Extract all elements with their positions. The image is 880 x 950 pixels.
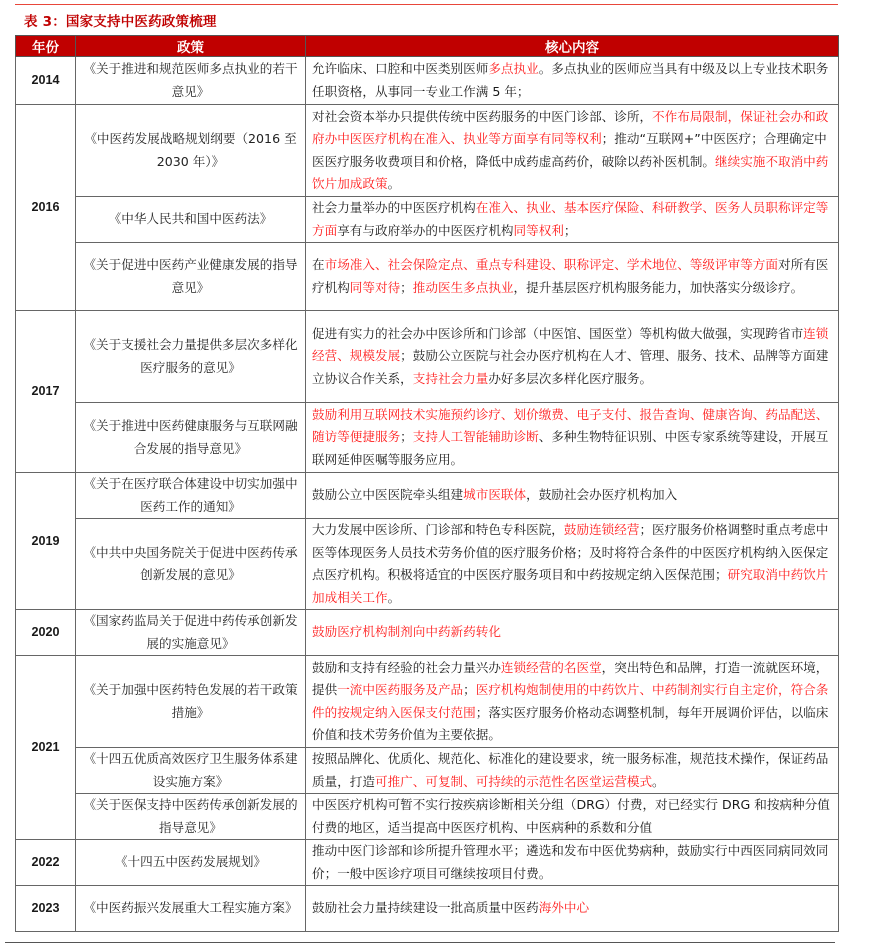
content-text: 办好多层次多样化医疗服务。 xyxy=(488,370,653,386)
top-rule-right xyxy=(398,4,838,5)
content-text: ；医疗服务价格调整时重点考虑中医等体现医务人员技术劳务价值的医疗服务价格；及时将符合条件的中医医疗机构纳入医保定点医疗机构。积极将适宜的中医医疗服务项目和中药按规定纳入医保范围； xyxy=(312,522,829,582)
highlighted-text: 市场准入、社会保险定点、重点专科建设、职称评定、学术地位、等级评审等方面 xyxy=(324,257,778,272)
policy-cell: 《关于推进中医药健康服务与互联网融合发展的指导意见》 xyxy=(76,403,306,473)
highlighted-text: 鼓励利用互联网技术实施预约诊疗、划价缴费、电子支付、报告查询、健康咨询、药品配送、随访等便捷服务 xyxy=(312,406,829,445)
table-row xyxy=(16,105,839,197)
highlighted-text: 城市医联体 xyxy=(463,487,527,503)
content-cell xyxy=(306,197,839,243)
year-cell: 2017 xyxy=(16,311,76,473)
content-text: ，鼓励社会办医疗机构加入 xyxy=(526,487,678,503)
content-cell xyxy=(306,840,839,886)
highlighted-text: 支持社会力量 xyxy=(412,370,489,386)
content-cell xyxy=(306,403,839,473)
content-cell xyxy=(306,311,839,403)
policy-cell: 《关于医保支持中医药传承创新发展的指导意见》 xyxy=(76,794,306,840)
content-cell xyxy=(306,57,839,105)
policy-cell: 《国家药监局关于促进中药传承创新发展的实施意见》 xyxy=(76,610,306,656)
content-text: ；落实医疗服务价格动态调整机制，每年开展调价评估，以临床价值和技术劳务价值为主要依据。 xyxy=(312,704,829,742)
content-cell xyxy=(306,656,839,748)
policy-cell: 《关于促进中医药产业健康发展的指导意见》 xyxy=(76,243,306,311)
highlighted-text: 连锁经营、规模发展 xyxy=(312,325,829,364)
content-text: 推动中医门诊部和诊所提升管理水平；遴选和发布中医优势病种，鼓励实行中西医同病同效同价；一般中医诊疗项目可继续按项目付费。 xyxy=(312,843,829,881)
policy-cell: 《中共中央国务院关于促进中医药传承创新发展的意见》 xyxy=(76,519,306,610)
table-row xyxy=(16,748,839,794)
year-cell: 2021 xyxy=(16,656,76,840)
table-row xyxy=(16,519,839,610)
highlighted-text: 一流中医药服务及产品 xyxy=(337,682,464,697)
highlighted-text: 鼓励医疗机构制剂向中药新药转化 xyxy=(312,624,501,640)
content-text: ； xyxy=(400,429,413,445)
content-text: 享有与政府举办的中医医疗机构 xyxy=(337,222,514,238)
content-text: 、多种生物特征识别、中医专家系统等建设，开展互联网延伸医嘱等服务应用。 xyxy=(312,429,829,467)
highlighted-text: 多点执业 xyxy=(488,61,539,76)
table-row xyxy=(16,656,839,748)
content-cell xyxy=(306,794,839,840)
policy-cell: 《中医药振兴发展重大工程实施方案》 xyxy=(76,886,306,932)
highlighted-text: 可推广、可复制、可持续的示范性名医堂运营模式 xyxy=(374,773,653,789)
content-text: ；鼓励公立医院与社会办医疗机构在人才、管理、服务、技术、品牌等方面建立协议合作关系， xyxy=(312,348,829,386)
content-text: 按照品牌化、优质化、规范化、标准化的建设要求，统一服务标准，规范技术操作，保证药品质量，打造 xyxy=(312,751,829,789)
content-cell xyxy=(306,519,839,610)
content-text: ； xyxy=(400,279,413,295)
highlighted-text: 鼓励连锁经营 xyxy=(563,522,640,537)
highlighted-text: 研究取消中药饮片加成相关工作 xyxy=(312,567,829,605)
highlighted-text: 医疗机构炮制使用的中药饮片、中药制剂实行自主定价，符合条件的按规定纳入医保支付范围 xyxy=(312,682,829,720)
footer-rule xyxy=(5,942,835,943)
header-content: 核心内容 xyxy=(306,36,839,57)
policy-cell: 《十四五优质高效医疗卫生服务体系建设实施方案》 xyxy=(76,748,306,794)
table-row xyxy=(16,57,839,105)
highlighted-text: 在准入、执业、基本医疗保险、科研教学、医务人员职称评定等方面 xyxy=(312,200,829,238)
highlighted-text: 推动医生多点执业 xyxy=(412,279,514,295)
table-body xyxy=(16,57,839,932)
highlighted-text: 继续实施不取消中药饮片加成政策 xyxy=(312,153,829,191)
content-text: ，提升基层医疗机构服务能力，加快落实分级诊疗。 xyxy=(513,279,804,295)
content-text: 社会力量举办的中医医疗机构 xyxy=(312,200,476,215)
table-row xyxy=(16,197,839,243)
content-cell xyxy=(306,748,839,794)
content-text: 中医医疗机构可暂不实行按疾病诊断相关分组（DRG）付费，对已经实行 DRG 和按病种分值付费的地区，适当提高中医医疗机构、中医病种的系数和分值 xyxy=(312,797,830,835)
content-text: 在 xyxy=(312,257,325,272)
policy-table xyxy=(15,35,839,932)
content-cell xyxy=(306,886,839,932)
year-cell: 2023 xyxy=(16,886,76,932)
content-text: 。 xyxy=(387,176,401,191)
content-text: 对所有医疗机构 xyxy=(312,257,829,295)
highlighted-text: 海外中心 xyxy=(538,900,590,916)
policy-cell: 《关于加强中医药特色发展的若干政策措施》 xyxy=(76,656,306,748)
highlighted-text: 同等权利 xyxy=(513,222,564,238)
content-text: 鼓励和支持有经验的社会力量兴办 xyxy=(312,659,501,675)
content-text: 鼓励社会力量持续建设一批高质量中医药 xyxy=(312,900,539,916)
footer-disclaimer-cropped xyxy=(15,944,835,950)
content-text: ；推动“互联网+”中医医疗；合理确定中医医疗服务收费项目和价格，降低中成药虚高药价，破除以药补医机制。 xyxy=(312,131,827,169)
highlighted-text: 同等对待 xyxy=(349,279,401,295)
content-text: 大力发展中医诊所、门诊部和特色专科医院， xyxy=(312,522,564,537)
highlighted-text: 支持人工智能辅助诊断 xyxy=(412,429,539,445)
year-cell: 2020 xyxy=(16,610,76,656)
content-cell xyxy=(306,243,839,311)
content-text: ； xyxy=(563,222,577,238)
policy-cell: 《十四五中医药发展规划》 xyxy=(76,840,306,886)
policy-cell: 《关于在医疗联合体建设中切实加强中医药工作的通知》 xyxy=(76,473,306,519)
table-row xyxy=(16,610,839,656)
table-row xyxy=(16,886,839,932)
content-cell xyxy=(306,473,839,519)
highlighted-text: 连锁经营的名医堂 xyxy=(500,659,602,675)
content-cell xyxy=(306,105,839,197)
content-text: 允许临床、口腔和中医类别医师 xyxy=(312,61,489,76)
table-row xyxy=(16,840,839,886)
year-cell: 2019 xyxy=(16,473,76,610)
policy-cell: 《中医药发展战略规划纲要（2016 至 2030 年）》 xyxy=(76,105,306,197)
content-text: 促进有实力的社会办中医诊所和门诊部（中医馆、国医堂）等机构做大做强，实现跨省市 xyxy=(312,325,804,341)
table-row xyxy=(16,311,839,403)
content-text: 。多点执业的医师应当具有中级及以上专业技术职务任职资格，从事同一专业工作满 5 年； xyxy=(312,61,829,99)
header-policy: 政策 xyxy=(76,36,306,57)
table-row xyxy=(16,473,839,519)
top-rule xyxy=(15,4,398,5)
policy-cell: 《中华人民共和国中医药法》 xyxy=(76,197,306,243)
year-cell: 2022 xyxy=(16,840,76,886)
header-row xyxy=(16,36,839,57)
highlighted-text: 不作布局限制，保证社会办和政府办中医医疗机构在准入、执业等方面享有同等权利 xyxy=(312,108,829,146)
content-text: ； xyxy=(463,682,476,697)
table-row xyxy=(16,243,839,311)
header-year: 年份 xyxy=(16,36,76,57)
table-row xyxy=(16,403,839,473)
content-text: 。 xyxy=(652,773,665,789)
table-title: 表 3：国家支持中医药政策梳理 xyxy=(24,14,217,30)
policy-cell: 《关于支援社会力量提供多层次多样化医疗服务的意见》 xyxy=(76,311,306,403)
content-text: 对社会资本举办只提供传统中医药服务的中医门诊部、诊所， xyxy=(312,108,653,124)
table-row xyxy=(16,794,839,840)
content-text: ，突出特色和品牌，打造一流就医环境，提供 xyxy=(312,659,829,697)
content-text: 鼓励公立中医医院牵头组建 xyxy=(312,487,464,503)
policy-cell: 《关于推进和规范医师多点执业的若干意见》 xyxy=(76,57,306,105)
content-text: 。 xyxy=(387,589,401,605)
year-cell: 2016 xyxy=(16,105,76,311)
year-cell: 2014 xyxy=(16,57,76,105)
content-cell xyxy=(306,610,839,656)
